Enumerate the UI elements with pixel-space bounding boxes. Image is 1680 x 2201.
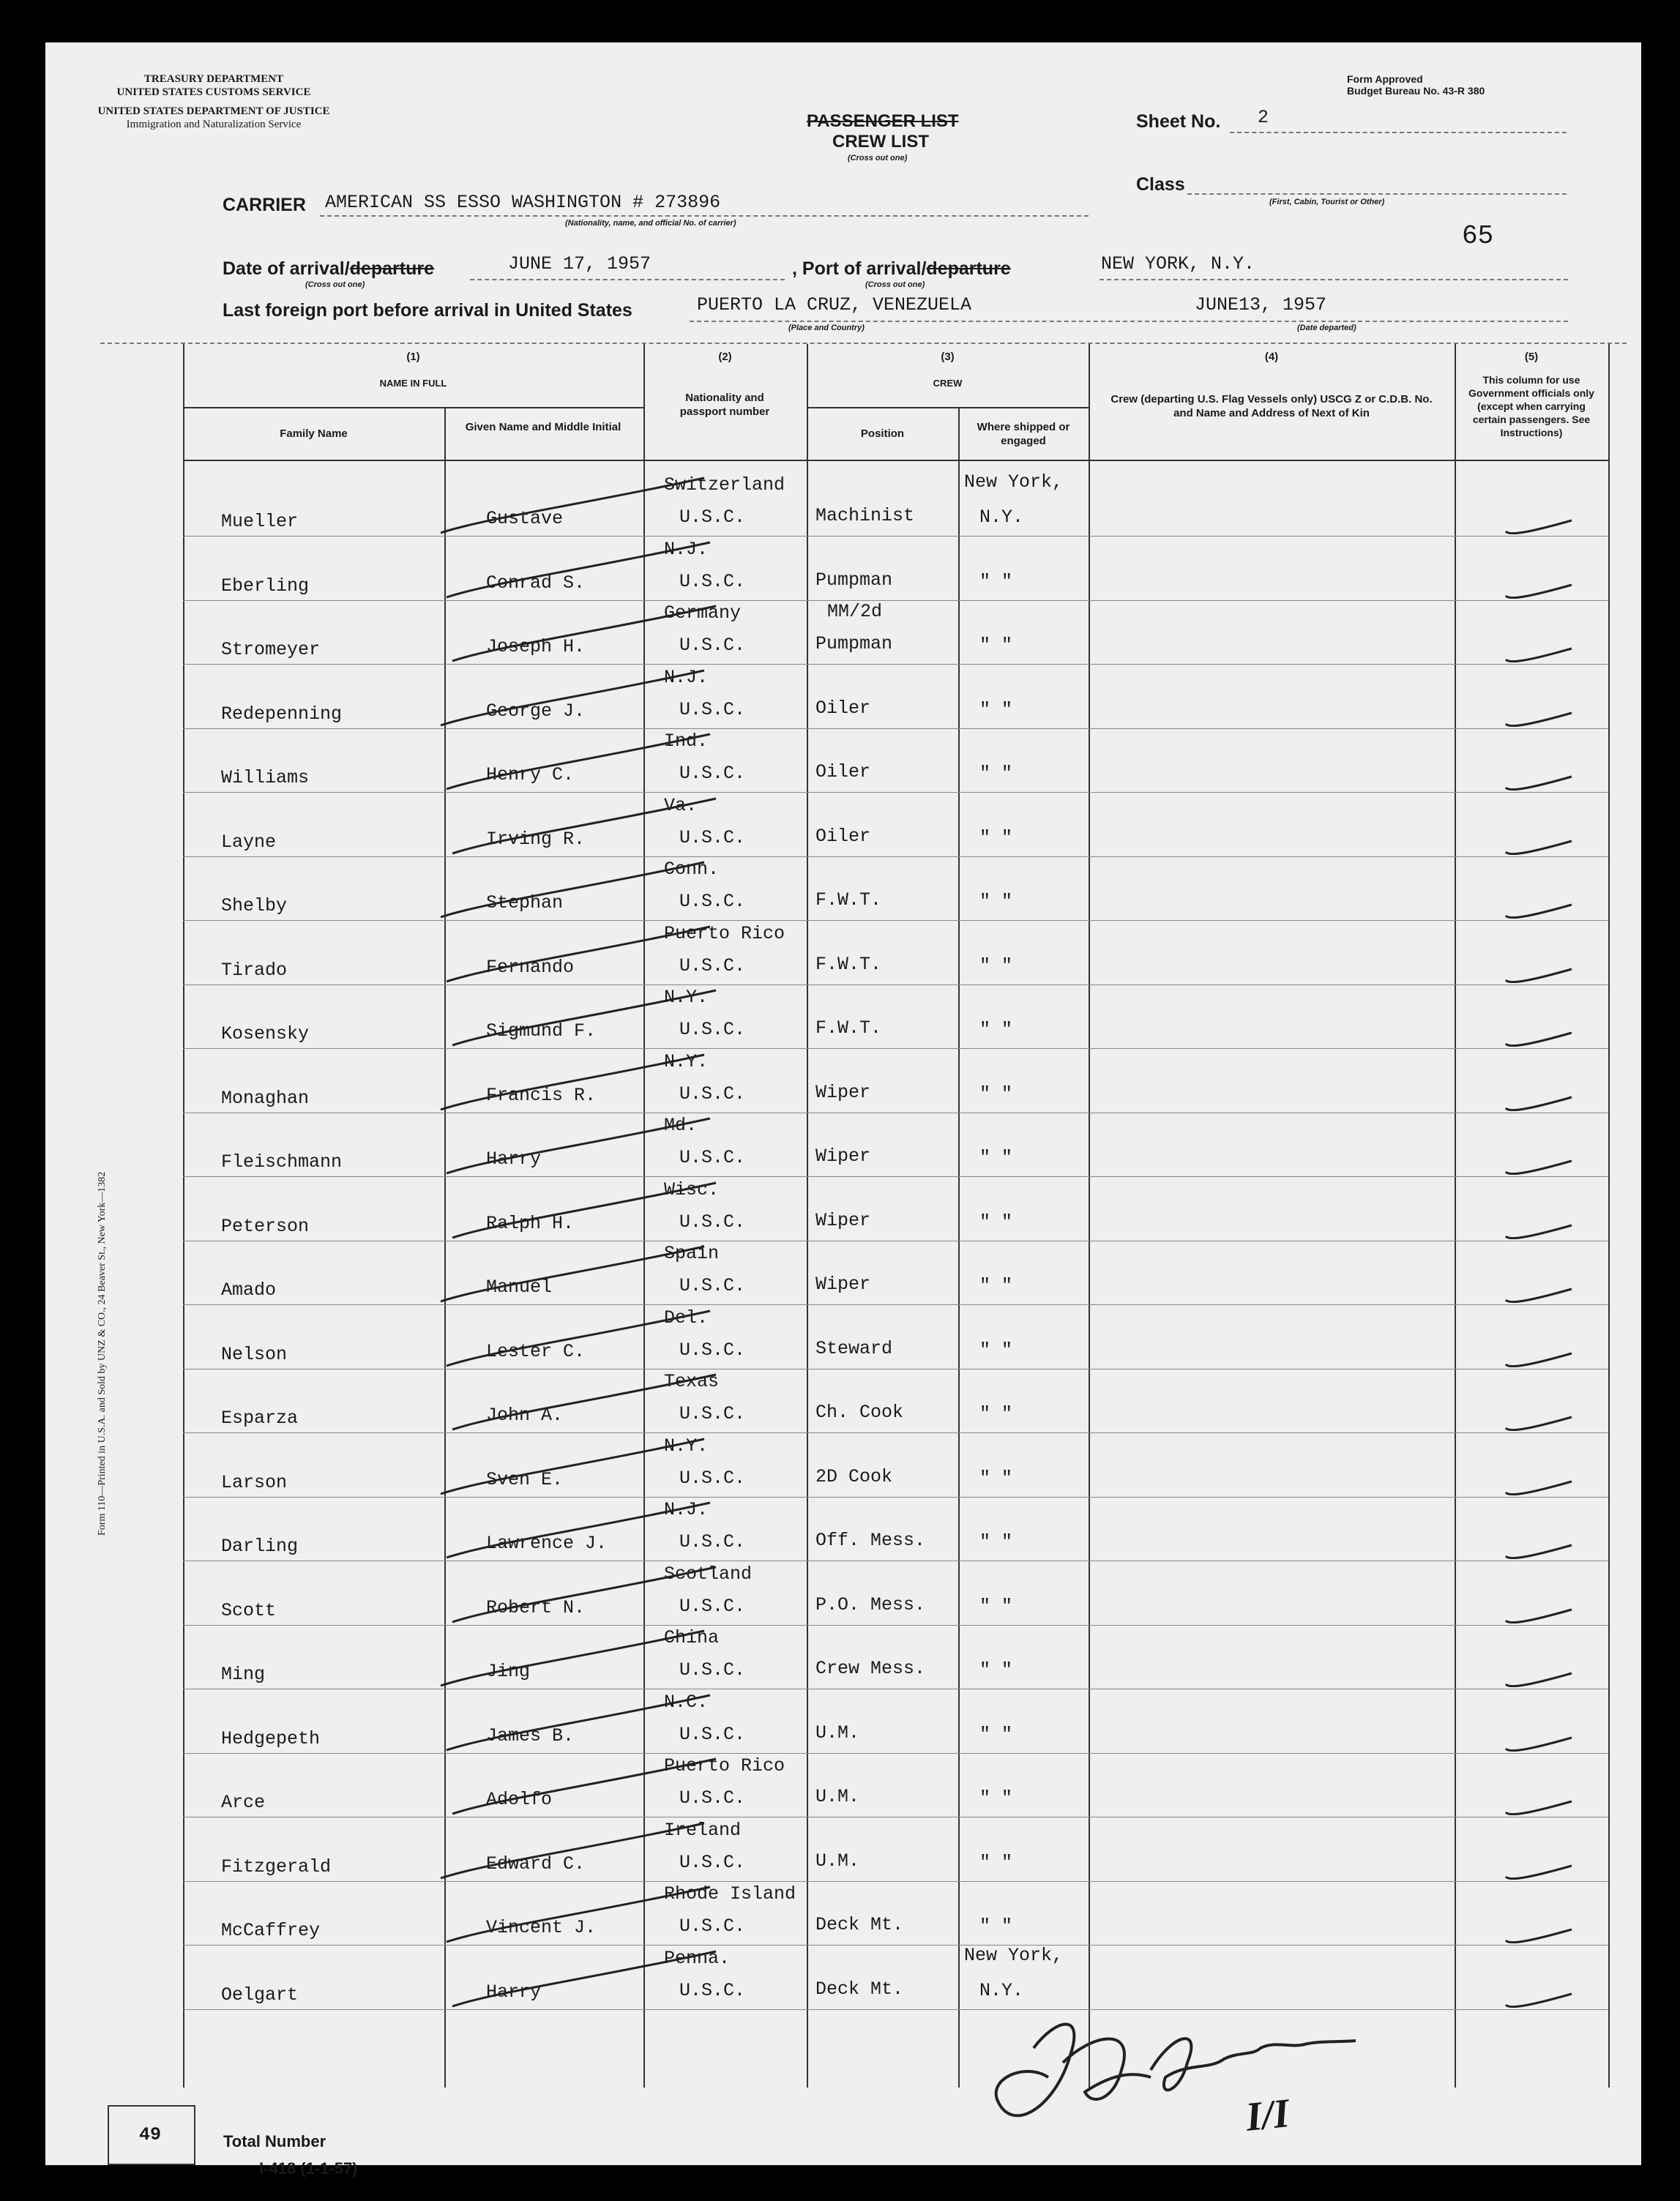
position: Wiper [815, 1082, 871, 1103]
check-stroke [447, 734, 710, 789]
sheet-number: 2 [1258, 107, 1269, 128]
check-stroke [441, 862, 704, 917]
origin: N.Y. [664, 987, 709, 1008]
nationality: U.S.C. [679, 1531, 746, 1552]
carrier-value: AMERICAN SS ESSO WASHINGTON # 273896 [325, 192, 721, 213]
given-name: Joseph H. [486, 636, 586, 657]
family-name: Amado [221, 1279, 277, 1301]
departure-struck: departure [349, 258, 434, 279]
where-shipped: " " [979, 1724, 1013, 1745]
where-shipped: " " [979, 955, 1013, 976]
origin: Spain [664, 1243, 720, 1264]
nationality: U.S.C. [679, 1275, 746, 1296]
total-value: 49 [139, 2124, 162, 2145]
given-name: Gustave [486, 508, 564, 529]
check-stroke [447, 542, 710, 597]
given-name: James B. [486, 1725, 575, 1746]
given-name: Fernando [486, 957, 575, 978]
where-shipped: " " [979, 1339, 1013, 1361]
origin: N.J. [664, 539, 709, 560]
where-top: New York, [964, 1945, 1064, 1966]
given-header: Given Name and Middle Initial [465, 421, 621, 433]
form-approved: Form Approved [1347, 73, 1423, 85]
origin: Va. [664, 795, 698, 816]
official-tick [1506, 1610, 1572, 1623]
position: Pumpman [815, 569, 893, 591]
given-name: George J. [486, 700, 586, 722]
nationality: U.S.C. [679, 1468, 746, 1489]
family-name: Kosensky [221, 1023, 310, 1045]
nationality: U.S.C. [679, 571, 746, 592]
nationality: U.S.C. [679, 507, 746, 528]
check-stroke [452, 1183, 716, 1238]
official-tick [1506, 1994, 1572, 2007]
check-stroke [452, 606, 716, 661]
port-departure-struck: departure [926, 258, 1011, 279]
given-name: Adolfo [486, 1789, 553, 1810]
origin: Scotland [664, 1563, 753, 1585]
carrier-label: CARRIER [223, 195, 306, 215]
check-stroke [447, 1118, 710, 1173]
given-name: Henry C. [486, 764, 575, 785]
given-name: Sven E. [486, 1469, 564, 1490]
family-name: Shelby [221, 895, 288, 916]
position: 2D Cook [815, 1466, 893, 1487]
given-name: Lester C. [486, 1341, 586, 1362]
nationality: U.S.C. [679, 1019, 746, 1040]
nationality: U.S.C. [679, 1211, 746, 1233]
where-shipped: " " [979, 1852, 1013, 1873]
family-name: Mueller [221, 511, 299, 532]
passenger-list-struck: PASSENGER LIST [807, 111, 959, 131]
given-name: Vincent J. [486, 1917, 597, 1938]
origin: Ind. [664, 730, 709, 752]
origin: Rhode Island [664, 1883, 796, 1905]
given-name: Manuel [486, 1277, 553, 1298]
class-label: Class [1136, 174, 1185, 195]
col3-title: CREW [933, 378, 963, 389]
date-departed-hint: (Date departed) [1297, 324, 1356, 332]
official-tick [1506, 905, 1572, 918]
official-tick [1506, 1097, 1572, 1110]
col4-title: Crew (departing U.S. Flag Vessels only) USCG Z or C.D.B. No. and Name and Address of Next of Kin [1110, 393, 1433, 419]
check-stroke [452, 1951, 716, 2006]
position: U.M. [815, 1722, 860, 1744]
where-shipped: " " [979, 1019, 1013, 1040]
position: Oiler [815, 826, 871, 847]
check-stroke [447, 1695, 710, 1750]
nationality: U.S.C. [679, 1916, 746, 1937]
family-header: Family Name [280, 427, 348, 440]
family-name: Fleischmann [221, 1151, 343, 1173]
position: F.W.T. [815, 1017, 882, 1039]
total-label: Total Number [223, 2132, 326, 2150]
check-stroke [441, 1439, 704, 1494]
family-name: Scott [221, 1600, 277, 1621]
position: P.O. Mess. [815, 1594, 926, 1615]
position: Wiper [815, 1210, 871, 1231]
family-name: Darling [221, 1536, 299, 1557]
position-header: Position [860, 427, 905, 440]
crew-list-form [45, 42, 1641, 2178]
official-tick [1506, 585, 1572, 598]
official-tick [1506, 1353, 1572, 1367]
position: Pumpman [815, 633, 893, 654]
where-shipped: " " [979, 1916, 1013, 1937]
side-print: Form 110—Printed in U.S.A. and Sold by UNZ & CO., 24 Beaver St., New York—1382 [97, 1171, 108, 1536]
position: Deck Mt. [815, 1978, 904, 2000]
official-tick [1506, 841, 1572, 854]
family-name: McCaffrey [221, 1920, 321, 1941]
family-name: Esparza [221, 1408, 299, 1429]
check-stroke [441, 1247, 704, 1301]
official-tick [1506, 1545, 1572, 1558]
handwritten-marks [45, 42, 1641, 2165]
family-name: Hedgepeth [221, 1728, 321, 1749]
position-note: MM/2d [827, 601, 883, 622]
where-shipped: " " [979, 1787, 1013, 1809]
col1-number: (1) [406, 351, 420, 363]
nationality: U.S.C. [679, 1659, 746, 1681]
check-stroke [452, 1375, 716, 1430]
where-shipped: " " [979, 1083, 1013, 1105]
nationality: U.S.C. [679, 891, 746, 912]
check-stroke [447, 1503, 710, 1558]
given-name: Robert N. [486, 1597, 586, 1618]
check-stroke [447, 927, 710, 982]
arrival-cross-note: (Cross out one) [305, 280, 365, 289]
form-code: I-418 (1-1-57) [259, 2159, 358, 2178]
official-tick [1506, 1289, 1572, 1302]
nationality: U.S.C. [679, 1852, 746, 1873]
nationality: U.S.C. [679, 1147, 746, 1168]
where-shipped: " " [979, 1147, 1013, 1168]
official-tick [1506, 1033, 1572, 1046]
given-name: Edward C. [486, 1853, 586, 1875]
position: Wiper [815, 1274, 871, 1295]
official-tick [1506, 777, 1572, 790]
arrival-date: JUNE 17, 1957 [508, 253, 652, 274]
nationality: U.S.C. [679, 635, 746, 656]
date-departed: JUNE13, 1957 [1195, 294, 1327, 315]
carrier-hint: (Nationality, name, and official No. of carrier) [565, 219, 736, 228]
nationality: U.S.C. [679, 1787, 746, 1809]
family-name: Tirado [221, 960, 288, 981]
position: Oiler [815, 698, 871, 719]
origin: N.Y. [664, 1435, 709, 1457]
family-name: Stromeyer [221, 639, 321, 660]
given-name: Sigmund F. [486, 1020, 597, 1042]
where-shipped: " " [979, 571, 1013, 592]
given-name: Harry [486, 1148, 542, 1170]
given-name: Jing [486, 1661, 531, 1682]
official-tick [1506, 1866, 1572, 1879]
origin: Puerto Rico [664, 923, 785, 944]
official-tick [1506, 1481, 1572, 1495]
nationality: U.S.C. [679, 763, 746, 784]
official-tick [1506, 1738, 1572, 1751]
position: Off. Mess. [815, 1530, 926, 1551]
official-tick [1506, 649, 1572, 662]
given-name: Ralph H. [486, 1213, 575, 1234]
nationality: U.S.C. [679, 955, 746, 976]
official-tick [1506, 1673, 1572, 1686]
where-top: New York, [964, 471, 1064, 493]
signature-initials: I/I [1243, 2090, 1292, 2140]
given-name: Irving R. [486, 829, 586, 850]
nationality: U.S.C. [679, 1980, 746, 2001]
last-port-label: Last foreign port before arrival in United States [223, 300, 632, 321]
family-name: Larson [221, 1472, 288, 1493]
stamp-number: 65 [1462, 221, 1494, 251]
origin: Germany [664, 602, 742, 624]
where-shipped: " " [979, 891, 1013, 912]
port-cross-note: (Cross out one) [865, 280, 925, 289]
col1-title: NAME IN FULL [379, 378, 447, 389]
where-shipped: " " [979, 635, 1013, 656]
budget-number: Budget Bureau No. 43-R 380 [1347, 85, 1485, 97]
col4-number: (4) [1264, 351, 1279, 363]
family-name: Layne [221, 832, 277, 853]
col5-title: This column for use Government officials only (except when carrying certain passengers. See Instructions) [1468, 374, 1594, 438]
where-shipped: N.Y. [979, 1980, 1024, 2001]
where-shipped: " " [979, 1531, 1013, 1552]
check-stroke [441, 1055, 704, 1110]
origin: China [664, 1627, 720, 1648]
position: Machinist [815, 505, 915, 526]
position: U.M. [815, 1850, 860, 1872]
treasury-heading: TREASURY DEPARTMENT [143, 73, 284, 85]
check-stroke [452, 799, 716, 853]
position: Wiper [815, 1146, 871, 1167]
origin: Puerto Rico [664, 1755, 785, 1776]
place-hint: (Place and Country) [788, 324, 865, 332]
position: Ch. Cook [815, 1402, 904, 1423]
official-tick [1506, 1161, 1572, 1174]
class-hint: (First, Cabin, Tourist or Other) [1269, 198, 1385, 206]
check-stroke [452, 990, 716, 1045]
origin: Del. [664, 1307, 709, 1329]
arrival-label-text: Date of arrival/ [223, 258, 350, 279]
family-name: Eberling [221, 575, 310, 597]
family-name: Oelgart [221, 1984, 299, 2006]
origin: Ireland [664, 1820, 742, 1841]
check-stroke [452, 1567, 716, 1622]
position: Crew Mess. [815, 1658, 926, 1679]
col5-number: (5) [1524, 351, 1539, 363]
check-stroke [447, 1311, 710, 1366]
nationality: U.S.C. [679, 827, 746, 848]
check-stroke [441, 1631, 704, 1686]
family-name: Arce [221, 1792, 266, 1813]
where-shipped: " " [979, 699, 1013, 720]
official-tick [1506, 1225, 1572, 1238]
where-shipped: " " [979, 1211, 1013, 1233]
customs-heading: UNITED STATES CUSTOMS SERVICE [116, 86, 311, 98]
given-name: Lawrence J. [486, 1533, 608, 1554]
nationality: U.S.C. [679, 1083, 746, 1105]
origin: N.Y. [664, 1051, 709, 1072]
given-name: Stephan [486, 892, 564, 913]
cross-out-note: (Cross out one) [848, 154, 908, 162]
crew-list-title: CREW LIST [832, 132, 929, 152]
sheet-label: Sheet No. [1136, 111, 1221, 132]
justice-heading: UNITED STATES DEPARTMENT OF JUSTICE [97, 105, 330, 117]
check-stroke [441, 1823, 704, 1878]
given-name: John A. [486, 1405, 564, 1426]
col2-number: (2) [718, 351, 732, 363]
check-stroke [452, 1759, 716, 1814]
official-tick [1506, 1801, 1572, 1815]
where-shipped: " " [979, 1659, 1013, 1681]
check-stroke [441, 670, 704, 725]
position: F.W.T. [815, 954, 882, 975]
position: F.W.T. [815, 889, 882, 911]
position: Oiler [815, 761, 871, 782]
origin: N.J. [664, 1499, 709, 1520]
position: Deck Mt. [815, 1914, 904, 1935]
col3-number: (3) [941, 351, 955, 363]
given-name: Francis R. [486, 1085, 597, 1106]
where-shipped: " " [979, 1403, 1013, 1424]
nationality: U.S.C. [679, 1403, 746, 1424]
last-port-value: PUERTO LA CRUZ, VENEZUELA [697, 294, 972, 315]
nationality: U.S.C. [679, 1724, 746, 1745]
check-stroke [441, 478, 704, 533]
family-name: Peterson [221, 1216, 310, 1237]
where-shipped: " " [979, 1468, 1013, 1489]
position: U.M. [815, 1786, 860, 1807]
family-name: Monaghan [221, 1088, 310, 1109]
official-tick [1506, 1929, 1572, 1943]
nationality: U.S.C. [679, 1339, 746, 1361]
official-tick [1506, 1417, 1572, 1430]
where-shipped: N.Y. [979, 507, 1024, 528]
where-header: Where shipped or engaged [977, 421, 1070, 447]
immigration-heading: Immigration and Naturalization Service [126, 119, 302, 130]
col2-title: Nationality and passport number [679, 392, 770, 418]
nationality: U.S.C. [679, 699, 746, 720]
given-name: Conrad S. [486, 572, 586, 594]
port-value: NEW YORK, N.Y. [1101, 253, 1255, 274]
family-name: Redepenning [221, 703, 343, 725]
family-name: Williams [221, 767, 310, 788]
origin: Md. [664, 1115, 698, 1136]
origin: Wisc. [664, 1179, 720, 1200]
origin: Penna. [664, 1948, 731, 1969]
where-shipped: " " [979, 1275, 1013, 1296]
where-shipped: " " [979, 763, 1013, 784]
origin: N.C. [664, 1692, 709, 1713]
where-shipped: " " [979, 1596, 1013, 1617]
nationality: U.S.C. [679, 1596, 746, 1617]
origin: Conn. [664, 859, 720, 880]
given-name: Harry [486, 1981, 542, 2003]
family-name: Fitzgerald [221, 1856, 332, 1877]
family-name: Ming [221, 1664, 266, 1685]
check-stroke [447, 1887, 710, 1942]
position: Steward [815, 1338, 893, 1359]
origin: Texas [664, 1371, 720, 1392]
where-shipped: " " [979, 827, 1013, 848]
official-tick [1506, 520, 1572, 534]
family-name: Nelson [221, 1344, 288, 1365]
origin: Switzerland [664, 474, 785, 496]
origin: N.J. [664, 667, 709, 688]
port-label-text: , Port of arrival/ [792, 258, 927, 279]
official-tick [1506, 969, 1572, 982]
official-tick [1506, 713, 1572, 726]
signature [946, 1989, 1400, 2165]
